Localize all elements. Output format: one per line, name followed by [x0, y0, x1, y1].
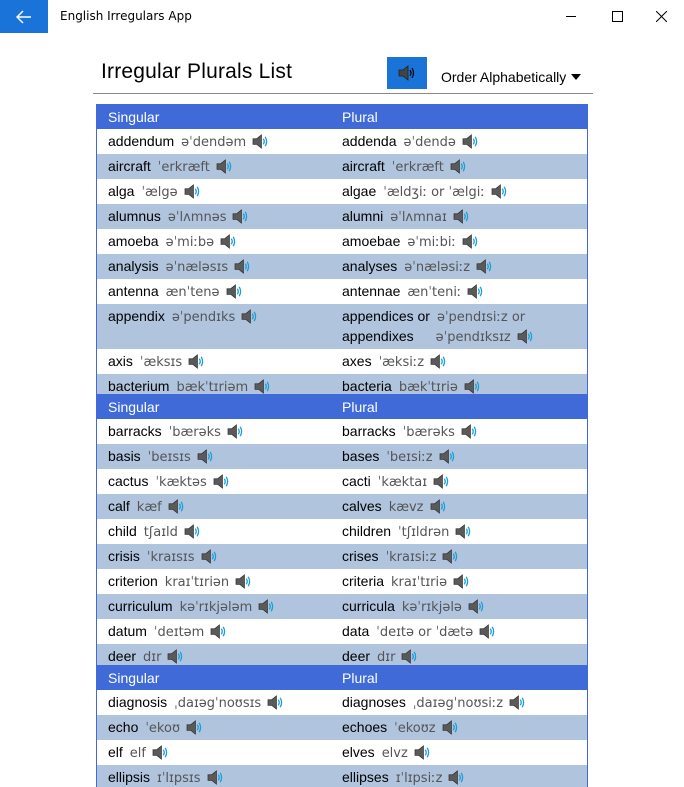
plural-cell — [331, 690, 587, 715]
chevron-down-icon — [571, 74, 581, 80]
plural-cell — [331, 569, 587, 594]
plural-word: ellipses — [342, 769, 389, 785]
plural-cell — [331, 129, 587, 154]
table-row — [97, 715, 587, 740]
speaker-icon[interactable] — [517, 329, 534, 344]
singular-word: ellipsis — [108, 769, 151, 785]
table-row — [97, 229, 587, 254]
plural-pronunciation: ˈbeɪsiːz — [386, 450, 433, 465]
singular-word: aircraft — [108, 158, 151, 174]
table-row — [97, 419, 587, 444]
plurals-table — [96, 665, 588, 787]
singular-word: appendix — [108, 308, 165, 324]
plural-word: bacteria — [342, 378, 392, 394]
speaker-icon[interactable] — [491, 184, 508, 199]
singular-cell — [97, 254, 331, 279]
singular-pronunciation: ˈælgə — [141, 185, 178, 200]
plural-word: algae — [342, 183, 377, 199]
singular-pronunciation: ˈæksɪs — [139, 355, 183, 370]
plural-pronunciation: ˈdeɪtə or ˈdætə — [376, 625, 474, 640]
singular-word: diagnosis — [108, 694, 168, 710]
singular-pronunciation: bækˈtɪriəm — [176, 380, 249, 395]
table-row — [97, 349, 587, 374]
app-title: English Irregulars App — [60, 9, 192, 23]
table-row — [97, 304, 587, 349]
plural-word: axes — [342, 353, 372, 369]
minimize-button[interactable] — [548, 0, 594, 33]
speaker-icon[interactable] — [226, 284, 243, 299]
singular-word: deer — [108, 648, 137, 664]
speaker-icon[interactable] — [414, 745, 431, 760]
singular-pronunciation: ˈkæktəs — [155, 475, 207, 490]
speaker-icon[interactable] — [455, 524, 472, 539]
speaker-icon[interactable] — [197, 449, 214, 464]
singular-cell — [97, 740, 331, 765]
singular-word: axis — [108, 353, 133, 369]
singular-cell — [97, 715, 331, 740]
plural-pronunciation: kəˈrɪkjələ — [401, 600, 462, 615]
speaker-icon[interactable] — [186, 720, 203, 735]
singular-cell — [97, 519, 331, 544]
plural-word: echoes — [342, 719, 388, 735]
plural-pronunciation: ˈekoʊz — [394, 721, 436, 736]
singular-word: datum — [108, 623, 147, 639]
singular-cell — [97, 154, 331, 179]
table-row — [97, 740, 587, 765]
singular-word: analysis — [108, 258, 159, 274]
plural-cell — [331, 229, 587, 254]
singular-cell — [97, 690, 331, 715]
singular-cell — [97, 129, 331, 154]
singular-pronunciation: əˈmiːbə — [165, 235, 215, 250]
plurals-table — [96, 104, 588, 400]
plural-word: curricula — [342, 598, 395, 614]
table-row — [97, 765, 587, 787]
singular-pronunciation: əˈdendəm — [181, 135, 247, 150]
singular-pronunciation: ˈdeɪtəm — [153, 625, 205, 640]
plural-word: bases — [342, 448, 380, 464]
plural-pronunciation: ˈældʒiː or ˈælgiː — [383, 185, 485, 200]
singular-word: curriculum — [108, 598, 173, 614]
plural-cell — [331, 715, 587, 740]
singular-word: echo — [108, 719, 139, 735]
singular-pronunciation: ˈkraɪsɪs — [146, 550, 195, 565]
speaker-icon[interactable] — [232, 209, 249, 224]
singular-word: calf — [108, 498, 130, 514]
plural-word: appendixes — [342, 328, 414, 344]
speaker-icon[interactable] — [433, 474, 450, 489]
plural-pronunciation: əˈdendə — [403, 135, 456, 150]
singular-word: cactus — [108, 473, 149, 489]
plural-pronunciation: əˈlʌmnaɪ — [390, 210, 447, 225]
plural-cell — [331, 254, 587, 279]
singular-pronunciation: ˈerkræft — [157, 160, 210, 175]
plural-word: children — [342, 523, 392, 539]
table-row — [97, 544, 587, 569]
speaker-icon[interactable] — [430, 354, 447, 369]
table-row — [97, 129, 587, 154]
plural-pronunciation: kraɪˈtɪriə — [391, 575, 448, 590]
speaker-icon[interactable] — [234, 259, 251, 274]
table-row — [97, 444, 587, 469]
plural-cell — [331, 544, 587, 569]
singular-word: basis — [108, 448, 141, 464]
table-row — [97, 279, 587, 304]
singular-pronunciation: ɪˈlɪpsɪs — [157, 771, 201, 786]
plural-cell — [331, 419, 587, 444]
speaker-icon[interactable] — [188, 354, 205, 369]
speaker-icon[interactable] — [462, 234, 479, 249]
singular-cell — [97, 594, 331, 619]
plural-pronunciation: ˌdaɪəgˈnoʊsiːz — [412, 696, 504, 711]
speaker-icon — [398, 65, 416, 81]
singular-cell — [97, 419, 331, 444]
singular-word: bacterium — [108, 378, 170, 394]
singular-pronunciation: kraɪˈtɪriən — [164, 575, 230, 590]
speaker-icon[interactable] — [220, 234, 237, 249]
plural-word: crises — [342, 548, 379, 564]
speaker-icon[interactable] — [448, 770, 465, 785]
plural-pronunciation: əˈpendɪksɪz — [435, 330, 511, 345]
table-row — [97, 690, 587, 715]
plural-word: barracks — [342, 423, 396, 439]
table-row — [97, 204, 587, 229]
plural-pronunciation: ˈerkræft — [391, 160, 444, 175]
plural-word: calves — [342, 498, 382, 514]
singular-cell — [97, 494, 331, 519]
maximize-button[interactable] — [594, 0, 640, 33]
speaker-icon[interactable] — [476, 259, 493, 274]
singular-cell — [97, 179, 331, 204]
singular-cell — [97, 619, 331, 644]
singular-pronunciation: dɪr — [143, 650, 162, 665]
plural-column-header: Plural — [342, 670, 378, 686]
speaker-icon[interactable] — [207, 770, 224, 785]
plural-cell — [331, 154, 587, 179]
plural-pronunciation: ˈbærəks — [402, 425, 455, 440]
table-row — [97, 179, 587, 204]
singular-word: child — [108, 523, 137, 539]
singular-word: amoeba — [108, 233, 159, 249]
speaker-icon[interactable] — [213, 474, 230, 489]
plural-word: analyses — [342, 258, 398, 274]
plural-cell — [331, 740, 587, 765]
speaker-icon[interactable] — [468, 599, 485, 614]
singular-pronunciation: əˈlʌmnəs — [167, 210, 227, 225]
speaker-icon[interactable] — [258, 599, 275, 614]
singular-cell — [97, 569, 331, 594]
speaker-icon[interactable] — [254, 379, 271, 394]
plural-word: alumni — [342, 208, 384, 224]
singular-cell — [97, 204, 331, 229]
singular-word: barracks — [108, 423, 162, 439]
singular-pronunciation: tʃaɪld — [143, 525, 178, 540]
speaker-icon[interactable] — [442, 720, 459, 735]
speaker-icon[interactable] — [450, 159, 467, 174]
plural-word: addenda — [342, 133, 397, 149]
plural-second-line — [342, 327, 587, 347]
speaker-icon[interactable] — [184, 524, 201, 539]
singular-cell — [97, 279, 331, 304]
plural-cell — [331, 494, 587, 519]
singular-pronunciation: kæf — [136, 500, 162, 515]
table-row — [97, 594, 587, 619]
singular-word: addendum — [108, 133, 175, 149]
plural-pronunciation: bækˈtɪriə — [398, 380, 458, 395]
table-row — [97, 469, 587, 494]
singular-cell — [97, 765, 331, 787]
speaker-icon[interactable] — [235, 574, 252, 589]
plural-word: data — [342, 623, 370, 639]
speaker-icon[interactable] — [442, 549, 459, 564]
plural-cell — [331, 179, 587, 204]
speaker-icon[interactable] — [430, 499, 447, 514]
order-dropdown[interactable] — [441, 69, 581, 85]
speaker-icon[interactable] — [439, 449, 456, 464]
speaker-icon[interactable] — [464, 379, 481, 394]
speaker-icon[interactable] — [453, 574, 470, 589]
table-row — [97, 619, 587, 644]
plural-pronunciation: ˈtʃɪldrən — [398, 525, 450, 540]
speaker-icon[interactable] — [467, 284, 484, 299]
singular-pronunciation: əˈpendɪks — [171, 310, 236, 325]
back-button[interactable] — [0, 0, 48, 33]
singular-word: criterion — [108, 573, 158, 589]
table-row — [97, 154, 587, 179]
plural-pronunciation: ˈkraɪsiːz — [385, 550, 437, 565]
speaker-icon[interactable] — [453, 209, 470, 224]
plural-cell — [331, 444, 587, 469]
singular-cell — [97, 229, 331, 254]
close-icon — [656, 11, 667, 22]
header-divider — [93, 93, 593, 94]
singular-pronunciation: ˈbeɪsɪs — [147, 450, 191, 465]
maximize-icon — [612, 11, 623, 22]
plural-column-header: Plural — [342, 399, 378, 415]
singular-column-header: Singular — [108, 670, 160, 686]
singular-pronunciation: əˈnæləsɪs — [165, 260, 229, 275]
speaker-icon[interactable] — [509, 695, 526, 710]
singular-column-header: Singular — [108, 399, 160, 415]
plural-word: diagnoses — [342, 694, 406, 710]
plural-pronunciation: kævz — [388, 500, 424, 515]
speaker-icon[interactable] — [252, 134, 269, 149]
singular-cell — [97, 469, 331, 494]
speaker-icon[interactable] — [201, 549, 218, 564]
table-header — [97, 395, 587, 419]
singular-pronunciation: elf — [129, 746, 146, 761]
plural-cell — [331, 519, 587, 544]
table-row — [97, 254, 587, 279]
singular-word: crisis — [108, 548, 140, 564]
plural-pronunciation: elvz — [381, 746, 408, 761]
singular-word: alga — [108, 183, 135, 199]
singular-cell — [97, 444, 331, 469]
speaker-icon[interactable] — [216, 159, 233, 174]
singular-word: elf — [108, 744, 123, 760]
page-title: Irregular Plurals List — [101, 60, 293, 83]
plural-cell — [331, 469, 587, 494]
speaker-icon[interactable] — [227, 424, 244, 439]
plural-pronunciation: əˈmiːbiː — [407, 235, 456, 250]
plural-word: elves — [342, 744, 375, 760]
plural-word: aircraft — [342, 158, 385, 174]
plural-cell — [331, 765, 587, 787]
order-dropdown-label: Order Alphabetically — [441, 69, 567, 85]
plural-word: antennae — [342, 283, 401, 299]
speaker-icon[interactable] — [168, 499, 185, 514]
speaker-icon[interactable] — [184, 184, 201, 199]
singular-column-header: Singular — [108, 109, 160, 125]
plural-word: appendices or — [342, 308, 430, 324]
table-row — [97, 494, 587, 519]
plural-cell — [331, 594, 587, 619]
plural-word: cacti — [342, 473, 371, 489]
singular-pronunciation: ˈekoʊ — [145, 721, 180, 736]
plural-pronunciation: ˈæksiːz — [378, 355, 425, 370]
speaker-icon[interactable] — [241, 309, 258, 324]
singular-word: alumnus — [108, 208, 161, 224]
plural-word: amoebae — [342, 233, 401, 249]
speaker-icon[interactable] — [462, 134, 479, 149]
plurals-table — [96, 394, 588, 670]
singular-pronunciation: ˌdaɪəgˈnoʊsɪs — [174, 696, 262, 711]
singular-cell — [97, 349, 331, 374]
plural-cell — [331, 619, 587, 644]
table-header — [97, 666, 587, 690]
back-arrow-icon — [16, 10, 32, 24]
plural-cell — [331, 304, 587, 349]
speaker-icon[interactable] — [479, 624, 496, 639]
table-header — [97, 105, 587, 129]
plural-cell — [331, 204, 587, 229]
speaker-icon[interactable] — [267, 695, 284, 710]
table-row — [97, 519, 587, 544]
singular-cell — [97, 544, 331, 569]
table-row — [97, 569, 587, 594]
singular-word: antenna — [108, 283, 159, 299]
plural-pronunciation: əˈpendɪsiːz or — [436, 310, 526, 325]
plural-column-header: Plural — [342, 109, 378, 125]
plural-cell — [331, 279, 587, 304]
plural-cell — [331, 349, 587, 374]
plural-pronunciation: ænˈteniː — [407, 285, 462, 300]
speaker-icon[interactable] — [152, 745, 169, 760]
singular-pronunciation: ˈbærəks — [168, 425, 221, 440]
plural-pronunciation: ˈkæktaɪ — [377, 475, 428, 490]
plural-pronunciation: dɪr — [377, 650, 396, 665]
plural-pronunciation: əˈnæləsiːz — [404, 260, 471, 275]
speaker-icon[interactable] — [167, 649, 184, 664]
title-bar — [0, 0, 684, 33]
singular-cell — [97, 304, 331, 349]
singular-pronunciation: ænˈtenə — [165, 285, 220, 300]
speaker-icon[interactable] — [401, 649, 418, 664]
speak-all-button[interactable] — [387, 57, 427, 89]
plural-word: criteria — [342, 573, 385, 589]
close-button[interactable] — [638, 0, 684, 33]
speaker-icon[interactable] — [210, 624, 227, 639]
plural-pronunciation: ɪˈlɪpsiːz — [395, 771, 443, 786]
singular-pronunciation: kəˈrɪkjələm — [179, 600, 253, 615]
speaker-icon[interactable] — [461, 424, 478, 439]
plural-word: deer — [342, 648, 371, 664]
minimize-icon — [566, 11, 577, 22]
